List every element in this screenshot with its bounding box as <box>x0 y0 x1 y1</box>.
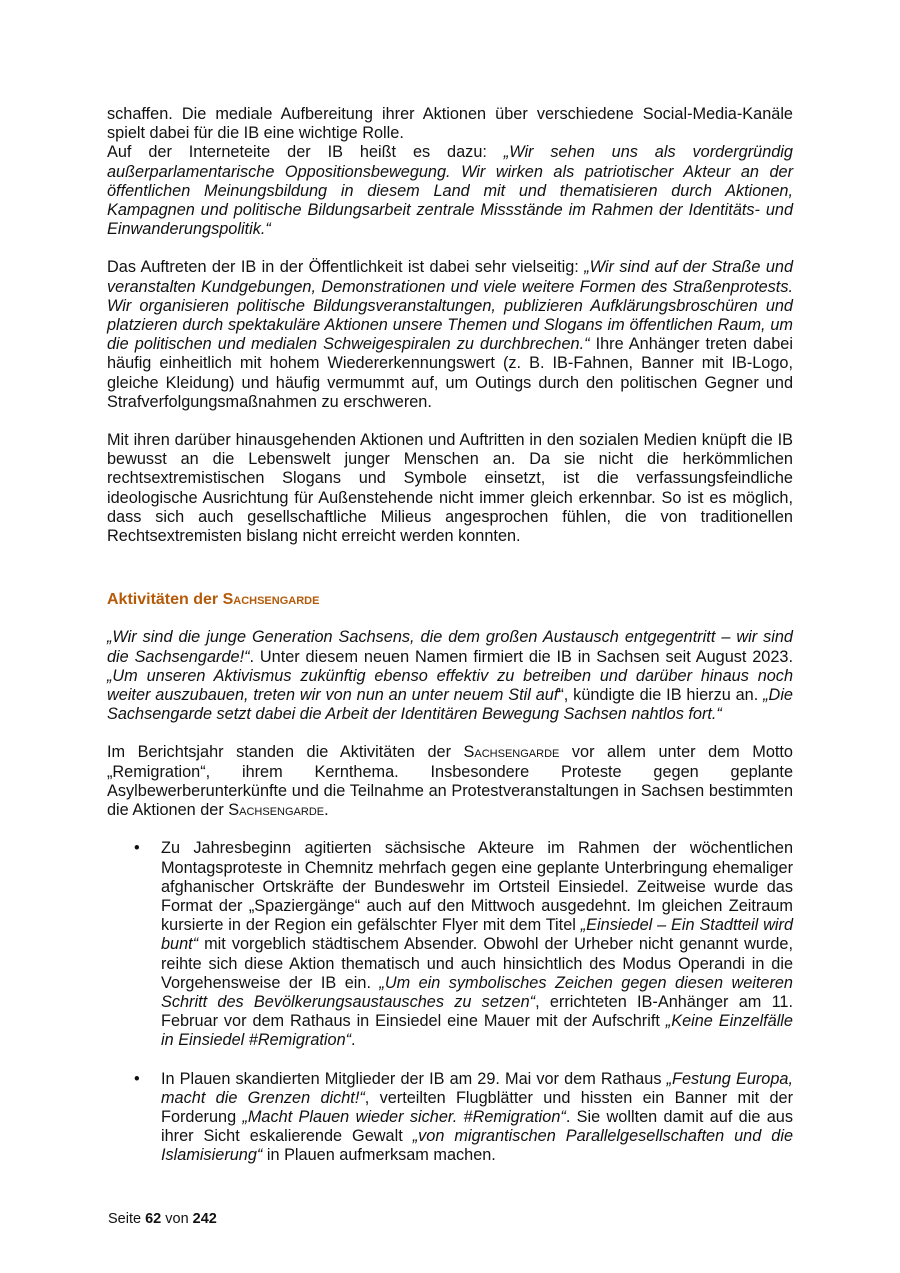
bullet-list <box>107 1070 793 1166</box>
text: vor allem unter dem Motto „Remigration“, ihrem Kernthema. Insbesondere Proteste gegen geplante Asylbewerberunterkünfte und die Teilnahme an Protestveranstaltungen in Sachsen bestimmten die Aktionen der <box>107 743 793 820</box>
paragraph-website-quote <box>107 143 793 239</box>
quote: „Festung Europa, macht die Grenzen dicht!“ <box>161 1069 793 1107</box>
spacer <box>107 565 793 584</box>
section-heading <box>107 590 793 609</box>
heading-name: Sachsengarde <box>222 591 320 609</box>
list-item <box>107 1070 793 1166</box>
quote: „Keine Einzelfälle in Einsiedel #Remigration“ <box>161 1012 793 1050</box>
paragraph-remigration <box>107 743 793 820</box>
page-number: 62 <box>145 1211 162 1227</box>
spacer <box>107 546 793 565</box>
text: . <box>324 801 329 820</box>
text: Ihre Anhänger treten dabei häufig einheitlich mit hohem Wiedererkennungswert (z. B. IB-Fahnen, Banner mit IB-Logo, gleiche Kleidung) und häufig vermummt auf, um Outings durch den politischen Gegner und Strafverfolgungsmaßnahmen zu erschweren. <box>107 335 793 411</box>
paragraph-sachsengarde-intro <box>107 628 793 724</box>
spacer <box>107 239 793 258</box>
spacer <box>107 412 793 431</box>
bullet-list <box>107 839 793 1050</box>
org-name: Sachsengarde <box>228 801 325 820</box>
text: Zu Jahresbeginn agitierten sächsische Akteure im Rahmen der wöchentlichen Montagsproteste in Chemnitz mehrfach gegen eine geplante Unterbringung ehemaliger afghanischer Ortskräfte der Bundeswehr im Ortsteil Einsiedel. Zeitweise wurde das Format der „Spaziergänge“ auch auf den Mittwoch ausgedehnt. Im gleichen Zeitraum kursierte in der Region ein gefälschter Flyer mit dem Titel <box>161 839 793 935</box>
quote: „Wir sehen uns als vordergründig außerparlamentarische Oppositionsbewegung. Wir wirken als patriotischer Akteur an der öffentlichen Meinungsbildung in diesem Land mit und thematisieren durch Aktionen, Kampagnen und politische Bildungsarbeit zentrale Missstände im Rahmen der Identitäts- und Einwanderungspolitik.“ <box>107 143 793 239</box>
paragraph-public-appearance <box>107 258 793 412</box>
quote: „Einsiedel – Ein Stadtteil wird bunt“ <box>161 916 794 954</box>
text: Auf der Interneteite der IB heißt es dazu: <box>107 143 504 162</box>
list-item <box>107 839 793 1050</box>
quote: „von migrantischen Parallelgesellschaften und die Islamisierung“ <box>161 1127 793 1165</box>
document-page <box>107 105 793 1166</box>
text: in Plauen aufmerksam machen. <box>262 1146 496 1165</box>
spacer <box>107 609 793 628</box>
page-footer <box>108 1211 217 1227</box>
quote: „Um ein symbolisches Zeichen gegen diesen weiteren Schritt des Bevölkerungsaustausches zu setzen“ <box>161 973 793 1011</box>
org-name: Sachsengarde <box>463 743 560 762</box>
text: “, kündigte die IB hierzu an. <box>558 686 764 705</box>
spacer <box>107 724 793 743</box>
heading-prefix: Aktivitäten der <box>107 591 223 609</box>
paragraph-social-media: schaffen. Die mediale Aufbereitung ihrer Aktionen über verschiedene Social-Media-Kanäle spielt dabei für die IB eine wichtige Rolle. <box>107 105 793 143</box>
footer-middle: von <box>161 1211 193 1227</box>
text: mit vorgeblich städtischem Absender. Obwohl der Urheber nicht genannt wurde, reihte sich diese Aktion thematisch und auch hinsichtlich des Modus Operandi in die Vorgehensweise der IB ein. <box>161 935 793 992</box>
quote: „Um unseren Aktivismus zukünftig ebenso effektiv zu betreiben und darüber hinaus noch weiter auszubauen, treten wir von nun an unter neuem Stil auf <box>107 666 793 705</box>
spacer <box>107 820 793 839</box>
quote: „Wir sind auf der Straße und veranstalten Kundgebungen, Demonstrationen und viele weitere Formen des Straßenprotests. Wir organisieren politische Bildungsveranstaltungen, publizieren Aufklärungsbroschüren und platzieren durch spektakuläre Aktionen unsere Themen und Slogans im öffentlichen Raum, um die politischen und medialen Schweigespiralen zu durchbrechen.“ <box>107 258 794 354</box>
text: In Plauen skandierten Mitglieder der IB am 29. Mai vor dem Rathaus <box>161 1069 667 1088</box>
quote: „Wir sind die junge Generation Sachsens, die dem großen Austausch entgegentritt – wir sind die Sachsengarde!“ <box>107 628 793 666</box>
text: , verteilten Flugblätter und hissten ein Banner mit der Forderung <box>161 1088 793 1126</box>
page-total: 242 <box>192 1211 217 1227</box>
text: . Sie wollten damit auf die aus ihrer Sicht eskalierende Gewalt <box>161 1107 793 1146</box>
text: . <box>351 1031 356 1050</box>
text: Im Berichtsjahr standen die Aktivitäten der <box>107 743 464 762</box>
text: . Unter diesem neuen Namen firmiert die IB in Sachsen seit August 2023. <box>249 647 793 666</box>
quote: „Macht Plauen wieder sicher. #Remigration“ <box>242 1107 566 1126</box>
footer-prefix: Seite <box>108 1211 146 1227</box>
text: Das Auftreten der IB in der Öffentlichkeit ist dabei sehr vielseitig: <box>107 258 585 277</box>
paragraph-social-media-reach: Mit ihren darüber hinausgehenden Aktionen und Auftritten in den sozialen Medien knüpft die IB bewusst an die Lebenswelt junger Menschen an. Da sie nicht die herkömmlichen rechtsextremistischen Slogans und Symbole einsetzt, ist die verfassungsfeindliche ideologische Ausrichtung für Außenstehende nicht immer gleich erkennbar. So ist es möglich, dass sich auch gesellschaftliche Milieus angesprochen fühlen, die von traditionellen Rechtsextremisten bislang nicht erreicht werden konnten. <box>107 431 793 546</box>
quote: „Die Sachsengarde setzt dabei die Arbeit der Identitären Bewegung Sachsen nahtlos fort.“ <box>107 686 793 724</box>
text: , errichteten IB-Anhänger am 11. Februar vor dem Rathaus in Einsiedel eine Mauer mit der Aufschrift <box>161 992 794 1031</box>
spacer <box>107 1051 793 1070</box>
